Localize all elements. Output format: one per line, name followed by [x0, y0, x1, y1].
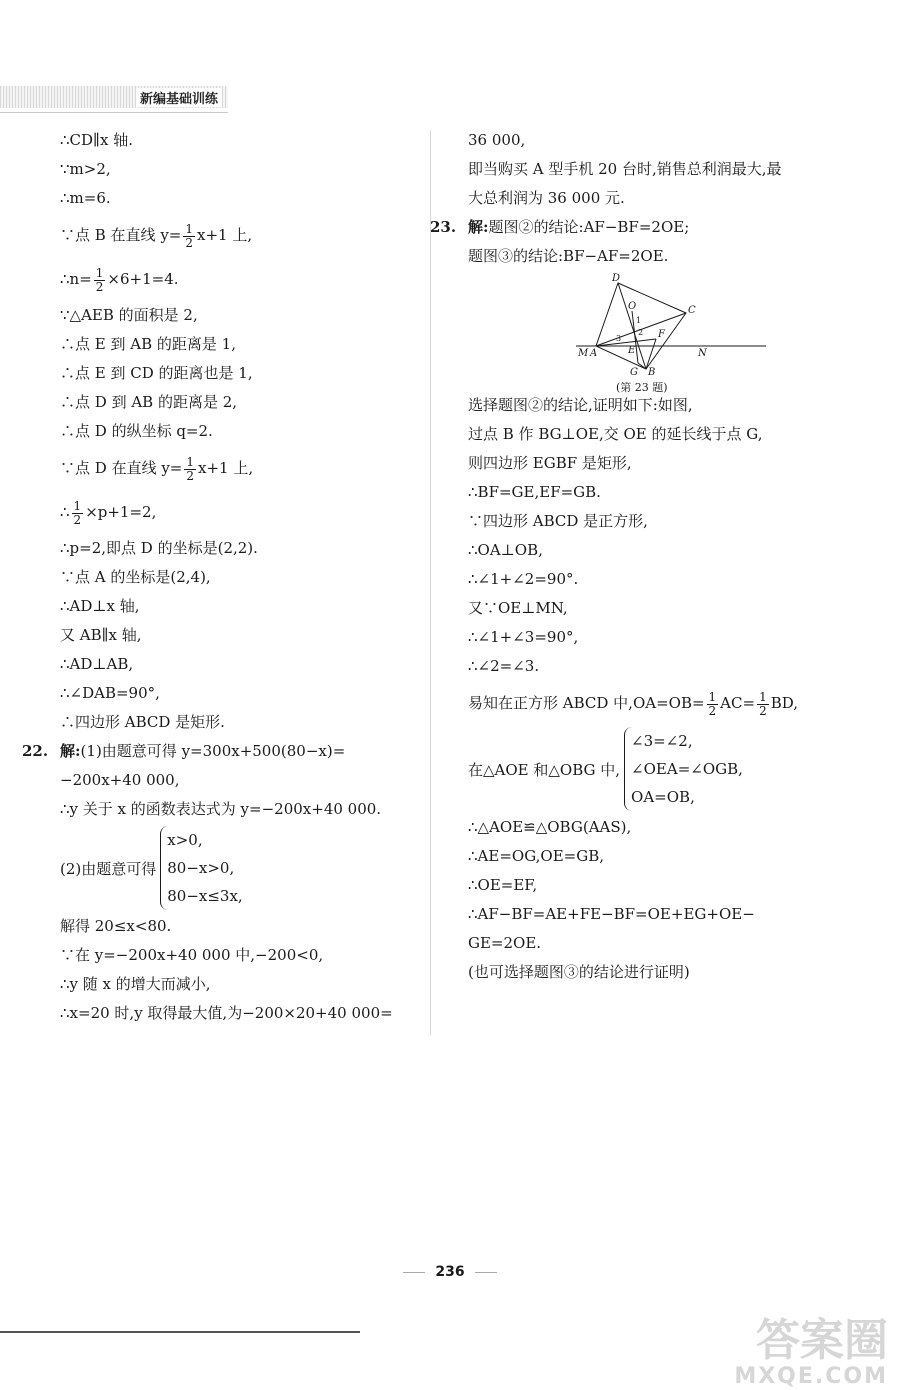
text-line: ∴AF−BF=AE+FE−BF=OE+EG+OE−: [468, 905, 755, 923]
header-title: 新编基础训练: [136, 88, 222, 107]
label-e: E: [628, 345, 636, 356]
fraction-numerator: 1: [95, 265, 104, 280]
fraction: [184, 456, 196, 483]
text-line: ∴OA⊥OB,: [468, 541, 543, 559]
system-row: 80−x≤3x,: [167, 887, 243, 905]
solution-label: 解:: [468, 218, 489, 236]
fraction-numerator: 1: [185, 221, 194, 236]
fraction: [757, 691, 769, 718]
text-line: ∴∠DAB=90°,: [60, 684, 160, 702]
fraction-numerator: 1: [73, 498, 82, 513]
system-row: 80−x>0,: [167, 859, 235, 877]
label-m: M: [578, 348, 589, 359]
question-22-line: [22, 737, 425, 766]
watermark-brand: 答案圈: [756, 1315, 888, 1366]
text-segment: ∵点 D 在直线 y=: [60, 459, 183, 477]
text-line: [60, 213, 425, 257]
inequality-system: [60, 824, 425, 912]
label-angle-2: 2: [638, 328, 644, 337]
system-brace: [160, 826, 242, 910]
label-b: B: [648, 367, 656, 378]
text-line: ∴p=2,即点 D 的坐标是(2,2).: [60, 539, 258, 557]
text-line: ∴△AOE≌△OBG(AAS),: [468, 818, 632, 836]
text-line: 则四边形 EGBF 是矩形,: [468, 454, 632, 472]
text-segment: ∵点 B 在直线 y=: [60, 226, 182, 244]
fraction-denominator: 2: [95, 279, 104, 294]
label-n: N: [698, 348, 707, 359]
text-line: [60, 446, 425, 490]
text-line: 又 AB∥x 轴,: [60, 626, 142, 644]
text-line: 即当购买 A 型手机 20 台时,销售总利润最大,最: [468, 160, 782, 178]
label-a: A: [590, 348, 598, 359]
label-f: F: [658, 329, 665, 340]
fraction: [94, 267, 106, 294]
text-segment: 题图②的结论:AF−BF=2OE;: [488, 218, 690, 236]
text-segment: 在△AOE 和△OBG 中,: [468, 760, 621, 779]
text-line: [60, 490, 425, 534]
text-line: 又∵OE⊥MN,: [468, 599, 568, 617]
fraction: [707, 691, 719, 718]
text-line: [468, 681, 848, 725]
text-segment: ×6+1=4.: [107, 270, 179, 288]
fraction-denominator: 2: [73, 512, 82, 527]
page-number-dash: [475, 1272, 497, 1273]
fraction: [72, 500, 84, 527]
fraction-numerator: 1: [708, 689, 717, 704]
solution-label: 解:: [60, 742, 81, 760]
fraction-denominator: 2: [186, 468, 195, 483]
text-line: ∵在 y=−200x+40 000 中,−200<0,: [60, 946, 324, 964]
text-line: ∴OE=EF,: [468, 876, 538, 894]
geometry-figure: [468, 271, 848, 394]
text-line: ∴点 D 的纵坐标 q=2.: [60, 422, 213, 440]
watermark-url: MXQE.COM: [734, 1364, 888, 1389]
text-line: ∴点 D 到 AB 的距离是 2,: [60, 393, 238, 411]
column-divider: [430, 130, 431, 1035]
text-line: ∴AE=OG,OE=GB,: [468, 847, 604, 865]
text-line: ∴AD⊥AB,: [60, 655, 134, 673]
label-g: G: [630, 367, 638, 378]
label-angle-1: 1: [636, 316, 642, 325]
text-line: ∴BF=GE,EF=GB.: [468, 483, 601, 501]
left-column: [22, 126, 425, 1028]
fraction-numerator: 1: [186, 454, 195, 469]
label-angle-3: 3: [616, 334, 622, 343]
fraction-denominator: 2: [708, 703, 717, 718]
fraction-numerator: 1: [759, 689, 767, 704]
label-d: D: [612, 273, 621, 284]
watermark: [734, 1315, 888, 1389]
text-line: ∴m=6.: [60, 189, 111, 207]
page-number-dash: [403, 1272, 425, 1273]
text-line: ∴CD∥x 轴.: [60, 131, 133, 149]
page-number-text: 236: [435, 1264, 465, 1280]
text-line: 大总利润为 36 000 元.: [468, 189, 625, 207]
page-number: [0, 1264, 900, 1280]
text-line: ∵四边形 ABCD 是正方形,: [468, 512, 648, 530]
text-line: 36 000,: [468, 131, 526, 149]
question-23-line: [430, 213, 848, 242]
text-line: [60, 257, 425, 301]
text-line: (也可选择题图③的结论进行证明): [468, 963, 690, 981]
system-row: ∠OEA=∠OGB,: [631, 760, 743, 778]
header-rule: [0, 112, 228, 113]
text-line: ∴点 E 到 CD 的距离也是 1,: [60, 364, 253, 382]
fraction: [183, 223, 195, 250]
text-line: 过点 B 作 BG⊥OE,交 OE 的延长线于点 G,: [468, 425, 763, 443]
text-segment: ×p+1=2,: [85, 503, 157, 521]
text-line: ∵点 A 的坐标是(2,4),: [60, 568, 211, 586]
text-segment: BD,: [770, 694, 798, 712]
right-column: [430, 126, 848, 987]
text-line: 解得 20≤x<80.: [60, 917, 172, 935]
fraction-denominator: 2: [185, 235, 194, 250]
text-line: 题图③的结论:BF−AF=2OE.: [468, 247, 669, 265]
text-line: ∴∠1+∠2=90°.: [468, 570, 579, 588]
text-line: −200x+40 000,: [60, 771, 180, 789]
text-line: ∴x=20 时,y 取得最大值,为−200×20+40 000=: [60, 1004, 393, 1022]
text-segment: (2)由题意可得: [60, 859, 157, 878]
system-row: ∠3=∠2,: [631, 732, 693, 750]
figure-caption: (第 23 题): [616, 381, 668, 394]
system-row: x>0,: [167, 831, 203, 849]
text-line: ∴∠2=∠3.: [468, 657, 540, 675]
text-line: ∵m>2,: [60, 160, 111, 178]
system-row: OA=OB,: [631, 788, 695, 806]
text-line: ∴点 E 到 AB 的距离是 1,: [60, 335, 236, 353]
text-segment: ∴n=: [60, 270, 92, 288]
text-segment: AC=: [720, 694, 756, 712]
question-number: 23.: [430, 218, 457, 236]
text-segment: x+1 上,: [197, 226, 253, 244]
text-segment: x+1 上,: [198, 459, 254, 477]
text-line: GE=2OE.: [468, 934, 542, 952]
text-line: ∵△AEB 的面积是 2,: [60, 306, 198, 324]
text-line: ∴AD⊥x 轴,: [60, 597, 140, 615]
text-segment: (1)由题意可得 y=300x+500(80−x)=: [80, 742, 346, 760]
text-line: ∴y 随 x 的增大而减小,: [60, 975, 211, 993]
congruence-system: [468, 725, 848, 813]
question-number: 22.: [22, 742, 49, 760]
footer-rule: [0, 1331, 360, 1333]
label-o: O: [628, 301, 637, 312]
text-segment: ∴: [60, 503, 70, 521]
label-c: C: [688, 305, 696, 316]
text-segment: 易知在正方形 ABCD 中,OA=OB=: [468, 694, 705, 712]
text-line: ∴四边形 ABCD 是矩形.: [60, 713, 225, 731]
fraction-denominator: 2: [759, 703, 767, 718]
text-line: ∴y 关于 x 的函数表达式为 y=−200x+40 000.: [60, 800, 382, 818]
text-line: 选择题图②的结论,证明如下:如图,: [468, 396, 693, 414]
system-brace: [624, 727, 743, 811]
text-line: ∴∠1+∠3=90°,: [468, 628, 579, 646]
figure-labels: [576, 271, 766, 379]
